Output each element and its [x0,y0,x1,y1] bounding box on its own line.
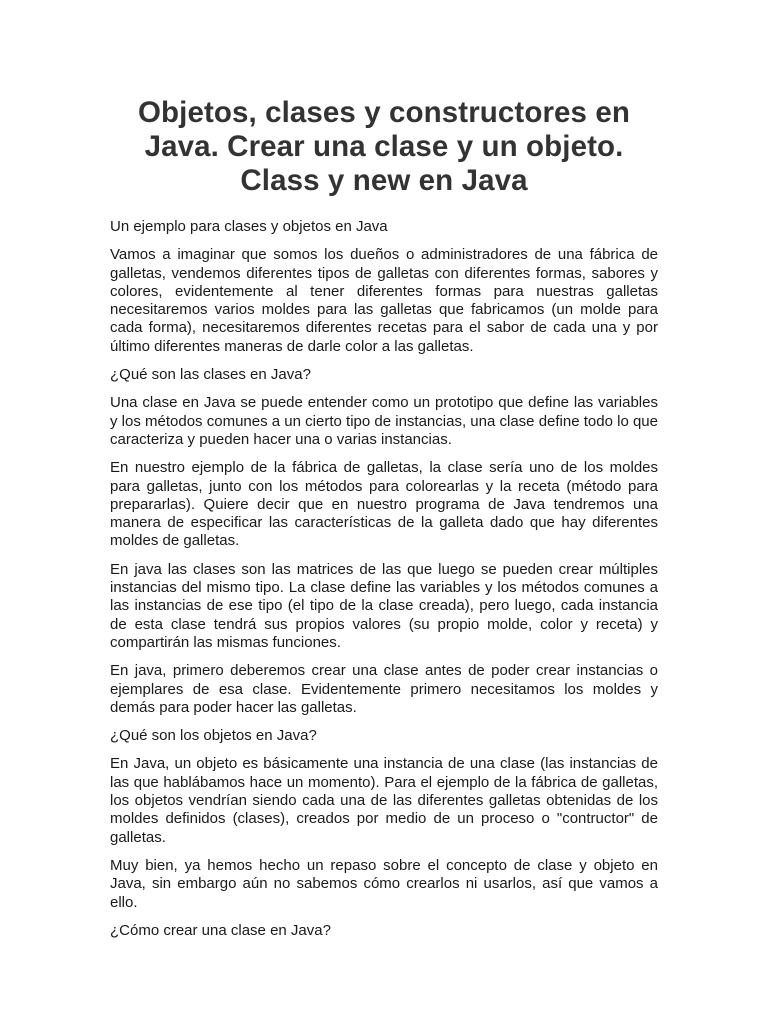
paragraph-object-definition: En Java, un objeto es básicamente una instancia de una clase (las instancias de las que hablábamos hace un momento). Para el ejemplo de la fábrica de galletas, los objetos vendrían siendo cada una de las diferentes galletas obtenidas de los moldes definidos (clases), creados por medio de un proceso o "contructor" de galletas. [110,755,658,846]
paragraph-factory-intro: Vamos a imaginar que somos los dueños o administradores de una fábrica de galletas, vendemos diferentes tipos de galletas con diferentes formas, sabores y colores, evidentemente al tener diferentes formas para nuestras galletas necesitaremos varios moldes para las galletas que fabricamos (un molde para cada forma), necesitaremos diferentes recetas para el sabor de cada una y por último diferentes maneras de darle color a las galletas. [110,246,658,355]
paragraph-class-example: En nuestro ejemplo de la fábrica de galletas, la clase sería uno de los moldes para galletas, junto con los métodos para colorearlas y la receta (método para prepararlas). Quiere decir que en nuestro programa de Java tendremos una manera de especificar las características de la galleta dado que hay diferentes moldes de galletas. [110,459,658,550]
section-heading-classes: ¿Qué son las clases en Java? [110,366,311,384]
paragraph-class-first: En java, primero deberemos crear una clase antes de poder crear instancias o ejemplares de esa clase. Evidentemente primero necesitamos los moldes y demás para poder hacer las galletas. [110,662,658,716]
paragraph-class-definition: Una clase en Java se puede entender como un prototipo que define las variables y los métodos comunes a un cierto tipo de instancias, una clase define todo lo que caracteriza y pueden hacer una o varias instancias. [110,394,658,448]
document-title: Objetos, clases y constructores en Java. Crear una clase y un objeto. Class y new en Java [138,96,630,197]
document-body [110,218,658,940]
section-heading-create-class: ¿Cómo crear una clase en Java? [110,921,331,939]
paragraph-recap: Muy bien, ya hemos hecho un repaso sobre el concepto de clase y objeto en Java, sin embargo aún no sabemos cómo crearlos ni usarlos, así que vamos a ello. [110,856,658,911]
section-subtitle-example: Un ejemplo para clases y objetos en Java [110,218,388,235]
section-heading-objects: ¿Qué son los objetos en Java? [110,727,317,745]
paragraph-class-matrices: En java las clases son las matrices de las que luego se pueden crear múltiples instancias del mismo tipo. La clase define las variables y los métodos comunes a las instancias de ese tipo (el tipo de la clase creada), pero luego, cada instancia de esta clase tendrá sus propios valores (su propio molde, color y receta) y compartirán las mismas funciones. [110,560,658,651]
